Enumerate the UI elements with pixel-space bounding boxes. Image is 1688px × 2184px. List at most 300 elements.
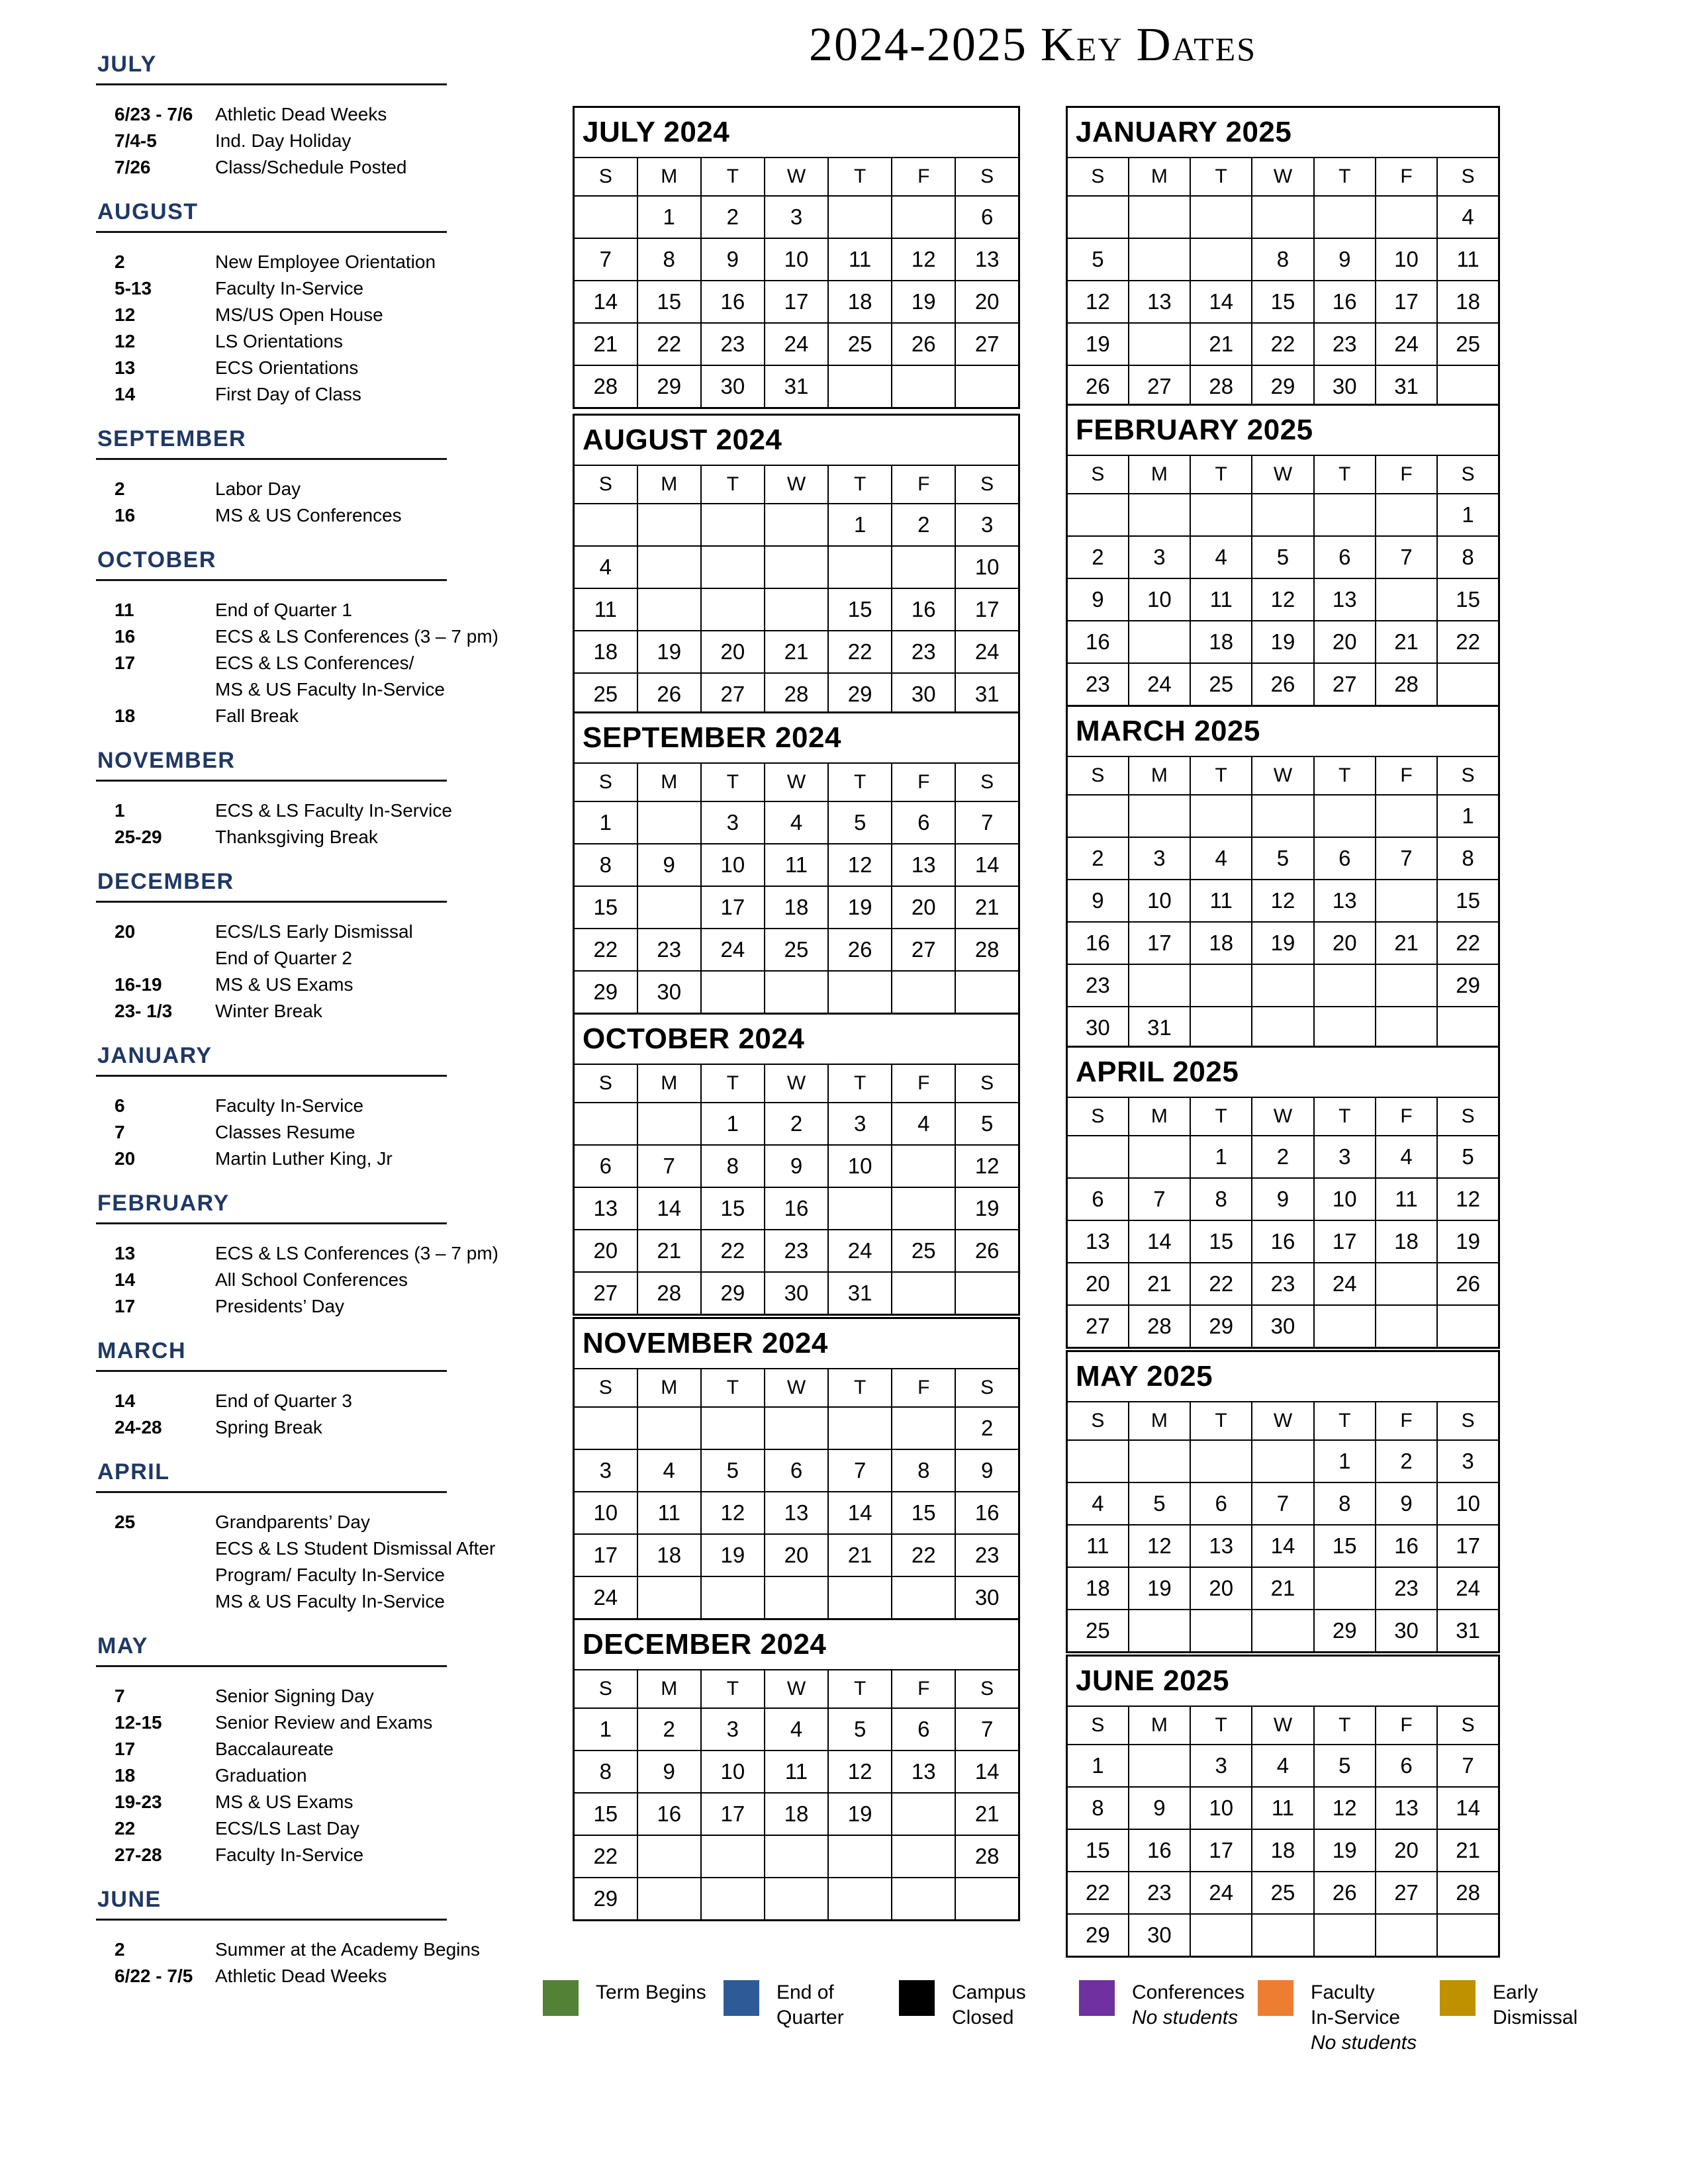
key-date-row: [96, 1936, 533, 1963]
day-cell-empty: [1129, 196, 1190, 238]
day-cell: 11: [1252, 1787, 1313, 1829]
day-cell-empty: [1314, 795, 1376, 837]
day-cell: 7: [828, 1449, 892, 1492]
day-cell: 9: [1252, 1178, 1313, 1220]
day-cell: 27: [1376, 1872, 1437, 1914]
day-cell: 12: [828, 1751, 892, 1793]
key-date-description: [215, 302, 533, 328]
day-cell: 19: [828, 1793, 892, 1835]
day-cell: 20: [892, 1793, 955, 1835]
day-cell: 24: [1129, 663, 1190, 706]
day-cell: 3: [1190, 1745, 1252, 1787]
day-cell: 28: [637, 1272, 701, 1315]
key-date-description-line: Baccalaureate: [215, 1739, 334, 1759]
day-cell: 21: [1252, 1567, 1313, 1610]
calendar-november-2024: [573, 1317, 1020, 1620]
day-cell: 8: [1067, 1787, 1129, 1829]
key-date-description: [215, 1762, 533, 1789]
key-date-row: [96, 1762, 533, 1789]
calendar-week-row: [574, 1576, 1019, 1619]
day-cell-empty: [637, 504, 701, 546]
day-cell: 4: [892, 1103, 955, 1145]
weekday-label: S: [1437, 455, 1499, 494]
weekday-label: W: [765, 1670, 828, 1708]
day-cell: 28: [1190, 365, 1252, 408]
day-cell: 10: [828, 1145, 892, 1187]
weekday-label: S: [1437, 1097, 1499, 1136]
day-cell: 12: [701, 1492, 765, 1534]
day-cell: 18: [1067, 1567, 1129, 1610]
weekday-label: T: [1314, 1402, 1376, 1440]
calendar-title-row: [574, 1014, 1019, 1065]
day-cell: 28: [765, 673, 828, 716]
day-cell: 20: [574, 1230, 637, 1272]
weekday-label: T: [701, 465, 765, 504]
calendar-june-2025: [1066, 1655, 1500, 1958]
calendar-week-row: [574, 1751, 1019, 1793]
day-cell: 17: [1129, 922, 1190, 964]
calendar-week-row: [1067, 1482, 1499, 1525]
calendar-week-row: [574, 1407, 1019, 1449]
key-date-row: [96, 1293, 533, 1320]
calendar-week-row: [1067, 494, 1499, 536]
calendar-month-title: JANUARY 2025: [1067, 107, 1499, 158]
weekday-label: T: [701, 158, 765, 196]
key-date-description-line: End of Quarter 2: [215, 948, 353, 968]
key-date-description-line: Grandparents’ Day: [215, 1512, 370, 1532]
day-cell: 6: [1190, 1482, 1252, 1525]
day-cell: 28: [574, 365, 637, 408]
day-cell: 29: [574, 1878, 637, 1921]
weekday-label: S: [574, 763, 637, 801]
calendar-table-june-2025: [1066, 1655, 1500, 1958]
calendar-week-row: [1067, 621, 1499, 663]
day-cell: 25: [1067, 1610, 1129, 1653]
key-date-range: 6/22 - 7/5: [115, 1966, 193, 1986]
day-cell: 17: [1190, 1829, 1252, 1872]
day-cell-empty: [1190, 1007, 1252, 1050]
sidebar-month-heading: SEPTEMBER: [96, 426, 447, 460]
day-cell: 23: [892, 631, 955, 673]
day-cell: 26: [828, 929, 892, 971]
legend-label-line: Quarter: [776, 2007, 844, 2028]
day-cell: 19: [955, 1187, 1019, 1230]
day-cell-empty: [1376, 1914, 1437, 1957]
day-cell: 8: [892, 1449, 955, 1492]
day-cell: 31: [1129, 1007, 1190, 1050]
day-cell: 6: [955, 196, 1019, 238]
day-cell: 24: [1190, 1872, 1252, 1914]
day-cell: 7: [1437, 1745, 1499, 1787]
weekday-label: S: [1067, 1706, 1129, 1745]
day-cell: 4: [1067, 1482, 1129, 1525]
day-cell-empty: [1437, 1007, 1499, 1050]
day-cell: 3: [955, 504, 1019, 546]
day-cell: 3: [574, 1449, 637, 1492]
day-cell: 15: [1190, 1220, 1252, 1263]
day-cell: 27: [1067, 1305, 1129, 1348]
day-cell-empty: [637, 1103, 701, 1145]
key-date-range: 25: [115, 1512, 136, 1532]
day-cell: 7: [1376, 536, 1437, 578]
weekday-label: T: [1190, 1706, 1252, 1745]
day-cell: 5: [828, 801, 892, 844]
weekday-header-row: [574, 1064, 1019, 1103]
key-date-description: [215, 1414, 533, 1441]
day-cell: 12: [828, 844, 892, 886]
day-cell: 11: [637, 1492, 701, 1534]
key-dates-list: [96, 1077, 533, 1172]
calendar-week-row: [574, 673, 1019, 716]
calendar-month-title: MARCH 2025: [1067, 706, 1499, 757]
day-cell: 4: [1252, 1745, 1313, 1787]
weekday-header-row: [574, 1670, 1019, 1708]
day-cell: 23: [1067, 663, 1129, 706]
day-cell: 27: [1314, 964, 1376, 1007]
day-cell: 10: [1376, 238, 1437, 281]
calendar-month-title: AUGUST 2024: [574, 415, 1019, 466]
day-cell: 30: [1314, 365, 1376, 408]
calendar-week-row: [574, 1449, 1019, 1492]
calendar-week-row: [574, 1492, 1019, 1534]
weekday-label: M: [637, 1670, 701, 1708]
weekday-label: S: [955, 1369, 1019, 1407]
weekday-label: T: [828, 1064, 892, 1103]
day-cell: 19: [1129, 1567, 1190, 1610]
day-cell-empty: [1129, 795, 1190, 837]
day-cell-empty: [765, 1407, 828, 1449]
day-cell: 25: [1252, 1872, 1313, 1914]
key-date-description: [215, 1267, 533, 1293]
day-cell: 26: [892, 323, 955, 365]
day-cell: 28: [1376, 663, 1437, 706]
day-cell: 1: [1314, 1440, 1376, 1482]
day-cell: 24: [1314, 1263, 1376, 1305]
legend-swatch-campus-closed: [899, 1980, 935, 2016]
day-cell: 2: [637, 1708, 701, 1751]
day-cell: 23: [701, 323, 765, 365]
key-date-range: 27-28: [115, 1844, 162, 1865]
day-cell: 21: [955, 886, 1019, 929]
day-cell: 28: [1437, 1872, 1499, 1914]
calendar-week-row: [1067, 663, 1499, 706]
day-cell: 22: [892, 1534, 955, 1576]
day-cell: 16: [1067, 621, 1129, 663]
day-cell: 17: [1129, 621, 1190, 663]
key-date-description-line: ECS & LS Conferences (3 – 7 pm): [215, 1243, 498, 1263]
day-cell: 9: [1067, 880, 1129, 922]
key-date-range: 17: [115, 1296, 136, 1316]
weekday-label: S: [574, 1670, 637, 1708]
day-cell: 19: [637, 631, 701, 673]
day-cell: 6: [1376, 1745, 1437, 1787]
sidebar-month-heading: JULY: [96, 52, 447, 85]
weekday-label: M: [637, 465, 701, 504]
key-date-description-line: ECS/LS Early Dismissal: [215, 921, 413, 942]
key-date-row: [96, 381, 533, 408]
calendar-week-row: [574, 1793, 1019, 1835]
day-cell: 26: [1129, 1610, 1190, 1653]
key-date-description-line: MS & US Faculty In-Service: [215, 679, 445, 700]
day-cell: 3: [701, 801, 765, 844]
key-date-description-line: MS & US Exams: [215, 1792, 353, 1812]
calendar-table-september-2024: [573, 711, 1020, 1015]
day-cell: 13: [701, 588, 765, 631]
day-cell: 27: [1129, 365, 1190, 408]
day-cell-empty: [955, 971, 1019, 1014]
key-date-description-line: First Day of Class: [215, 384, 361, 404]
calendar-table-january-2025: [1066, 106, 1500, 409]
key-date-description-line: Senior Signing Day: [215, 1686, 374, 1706]
day-cell: 18: [1190, 922, 1252, 964]
day-cell: 23: [637, 1835, 701, 1878]
day-cell: 27: [1190, 1610, 1252, 1653]
key-date-range: 17: [115, 1739, 136, 1759]
calendar-title-row: [574, 1318, 1019, 1369]
key-date-row: [96, 998, 533, 1024]
day-cell: 18: [765, 886, 828, 929]
calendar-week-row: [1067, 1263, 1499, 1305]
weekday-label: W: [765, 465, 828, 504]
calendar-week-row: [574, 1145, 1019, 1187]
day-cell-empty: [1376, 1007, 1437, 1050]
day-cell: 25: [892, 1230, 955, 1272]
day-cell-empty: [701, 504, 765, 546]
day-cell: 13: [1376, 1787, 1437, 1829]
day-cell: 26: [701, 1576, 765, 1619]
day-cell: 1: [574, 1708, 637, 1751]
key-date-description-line: Summer at the Academy Begins: [215, 1939, 480, 1960]
key-date-row: [96, 1842, 533, 1868]
key-date-row: [96, 1789, 533, 1815]
day-cell: 13: [1314, 880, 1376, 922]
weekday-label: F: [892, 158, 955, 196]
key-date-description-line: MS & US Faculty In-Service: [215, 1591, 445, 1612]
day-cell: 8: [1437, 536, 1499, 578]
day-cell: 17: [1314, 1220, 1376, 1263]
weekday-header-row: [1067, 1097, 1499, 1136]
day-cell: 7: [765, 546, 828, 588]
day-cell: 1: [574, 801, 637, 844]
day-cell: 9: [892, 546, 955, 588]
sidebar-section-november: [96, 748, 533, 850]
day-cell: 29: [1252, 365, 1313, 408]
calendar-week-row: [1067, 880, 1499, 922]
day-cell: 2: [955, 1407, 1019, 1449]
calendar-july-2024: [573, 106, 1020, 409]
key-date-description-line: New Employee Orientation: [215, 251, 436, 272]
day-cell: 29: [574, 971, 637, 1014]
calendar-week-row: [574, 631, 1019, 673]
day-cell: 21: [1376, 922, 1437, 964]
calendar-week-row: [1067, 1872, 1499, 1914]
day-cell: 6: [1314, 536, 1376, 578]
calendar-title-row: [1067, 1047, 1499, 1098]
day-cell: 18: [828, 281, 892, 323]
calendar-week-row: [1067, 1567, 1499, 1610]
day-cell: 4: [765, 1708, 828, 1751]
weekday-label: S: [1437, 1402, 1499, 1440]
key-date-description: [215, 1842, 533, 1868]
day-cell: 20: [1314, 621, 1376, 663]
day-cell: 11: [1376, 1178, 1437, 1220]
calendar-month-title: APRIL 2025: [1067, 1047, 1499, 1098]
day-cell: 14: [1129, 1220, 1190, 1263]
weekday-label: F: [892, 1670, 955, 1708]
day-cell: 6: [574, 1145, 637, 1187]
day-cell: 10: [955, 546, 1019, 588]
calendar-week-row: [574, 801, 1019, 844]
day-cell: 29: [1437, 964, 1499, 1007]
calendar-week-row: [574, 1878, 1019, 1921]
day-cell: 29: [1190, 1305, 1252, 1348]
key-date-description: [215, 128, 533, 154]
day-cell: 15: [828, 588, 892, 631]
key-date-range: 18: [115, 705, 136, 726]
day-cell: 23: [1314, 323, 1376, 365]
calendar-title-row: [1067, 706, 1499, 757]
day-cell: 10: [1437, 1482, 1499, 1525]
calendar-month-title: JUNE 2025: [1067, 1656, 1499, 1707]
day-cell: 16: [701, 281, 765, 323]
calendar-title-row: [574, 1619, 1019, 1670]
day-cell-empty: [574, 1103, 637, 1145]
day-cell: 2: [637, 801, 701, 844]
weekday-label: F: [892, 465, 955, 504]
day-cell: 1: [701, 1103, 765, 1145]
day-cell: 13: [892, 1751, 955, 1793]
key-date-description-line: End of Quarter 1: [215, 600, 353, 620]
day-cell: 17: [574, 1534, 637, 1576]
weekday-label: F: [1376, 158, 1437, 196]
weekday-label: S: [1067, 1097, 1129, 1136]
key-date-row: [96, 1267, 533, 1293]
legend-label-line: Campus: [952, 1981, 1026, 2003]
day-cell: 14: [765, 588, 828, 631]
legend-label-line: Closed: [952, 2007, 1014, 2028]
day-cell-empty: [1129, 1440, 1190, 1482]
key-date-range: 6/23 - 7/6: [115, 104, 193, 124]
legend-swatch-early-dismissal: [1440, 1980, 1476, 2016]
key-date-description-line: Spring Break: [215, 1417, 322, 1437]
day-cell: 28: [1129, 1305, 1190, 1348]
key-date-range: 7: [115, 1686, 125, 1706]
legend-swatch-term-begins: [543, 1980, 579, 2016]
day-cell: 19: [1067, 323, 1129, 365]
legend-swatch-end-of-quarter: [724, 1980, 759, 2016]
calendar-month-title: FEBRUARY 2025: [1067, 405, 1499, 456]
day-cell: 9: [1129, 1787, 1190, 1829]
key-date-description: [215, 328, 533, 355]
calendar-week-row: [574, 1835, 1019, 1878]
key-date-description: [215, 998, 533, 1024]
day-cell-empty: [955, 1878, 1019, 1921]
key-date-range: 2: [115, 1939, 125, 1960]
weekday-label: W: [765, 1064, 828, 1103]
weekday-label: F: [1376, 455, 1437, 494]
day-cell: 15: [1067, 1829, 1129, 1872]
day-cell: 2: [1252, 1136, 1313, 1178]
weekday-label: F: [1376, 1097, 1437, 1136]
day-cell: 14: [955, 844, 1019, 886]
day-cell: 17: [1437, 1525, 1499, 1567]
key-date-range: 16-19: [115, 974, 162, 995]
key-date-description: [215, 1509, 533, 1615]
day-cell: 27: [701, 673, 765, 716]
key-date-range: 16: [115, 505, 136, 525]
key-date-description: [215, 1936, 533, 1963]
key-dates-list: [96, 1493, 533, 1615]
day-cell-empty: [1067, 1440, 1129, 1482]
day-cell-empty: [1314, 1914, 1376, 1957]
day-cell-empty: [892, 1878, 955, 1921]
day-cell: 13: [1067, 1220, 1129, 1263]
key-date-row: [96, 355, 533, 381]
key-date-range: 7/26: [115, 157, 151, 177]
day-cell: 4: [1190, 536, 1252, 578]
day-cell: 11: [574, 588, 637, 631]
day-cell: 14: [1252, 1525, 1313, 1567]
day-cell: 22: [701, 1230, 765, 1272]
day-cell: 22: [1314, 1567, 1376, 1610]
day-cell: 31: [828, 1272, 892, 1315]
calendar-title-row: [1067, 1656, 1499, 1707]
day-cell: 23: [1129, 1872, 1190, 1914]
key-date-row: [96, 597, 533, 623]
key-date-description: [215, 1815, 533, 1842]
key-date-range: 19-23: [115, 1792, 162, 1812]
calendar-may-2025: [1066, 1350, 1500, 1653]
calendar-week-row: [574, 1103, 1019, 1145]
calendar-week-row: [574, 238, 1019, 281]
key-date-description: [215, 502, 533, 529]
key-date-range: 13: [115, 357, 136, 378]
day-cell: 5: [1252, 536, 1313, 578]
key-date-description: [215, 1736, 533, 1762]
calendar-week-row: [1067, 1525, 1499, 1567]
calendar-title-row: [574, 415, 1019, 466]
weekday-header-row: [1067, 455, 1499, 494]
day-cell: 29: [701, 1272, 765, 1315]
key-date-description-line: All School Conferences: [215, 1269, 408, 1290]
calendar-week-row: [574, 886, 1019, 929]
day-cell-empty: [1376, 1305, 1437, 1348]
weekday-label: F: [1376, 1402, 1437, 1440]
key-date-row: [96, 703, 533, 729]
key-date-description-line: Athletic Dead Weeks: [215, 1966, 387, 1986]
calendar-title-row: [1067, 405, 1499, 456]
calendar-table-december-2024: [573, 1618, 1020, 1921]
day-cell: 31: [701, 1878, 765, 1921]
key-dates-list: [96, 1224, 533, 1320]
day-cell: 29: [637, 365, 701, 408]
weekday-label: M: [637, 158, 701, 196]
key-date-description: [215, 824, 533, 850]
day-cell: 1: [1437, 795, 1499, 837]
legend: [0, 1980, 1688, 2139]
key-dates-list: [96, 581, 533, 729]
day-cell: 11: [765, 844, 828, 886]
weekday-label: T: [828, 158, 892, 196]
day-cell: 30: [1129, 1914, 1190, 1957]
key-date-range: 24-28: [115, 1417, 162, 1437]
calendar-week-row: [1067, 536, 1499, 578]
day-cell: 30: [637, 971, 701, 1014]
key-dates-sidebar: [96, 52, 533, 2008]
key-date-description-line: Class/Schedule Posted: [215, 157, 407, 177]
day-cell: 18: [765, 1793, 828, 1835]
key-date-description-line: Fall Break: [215, 705, 299, 726]
